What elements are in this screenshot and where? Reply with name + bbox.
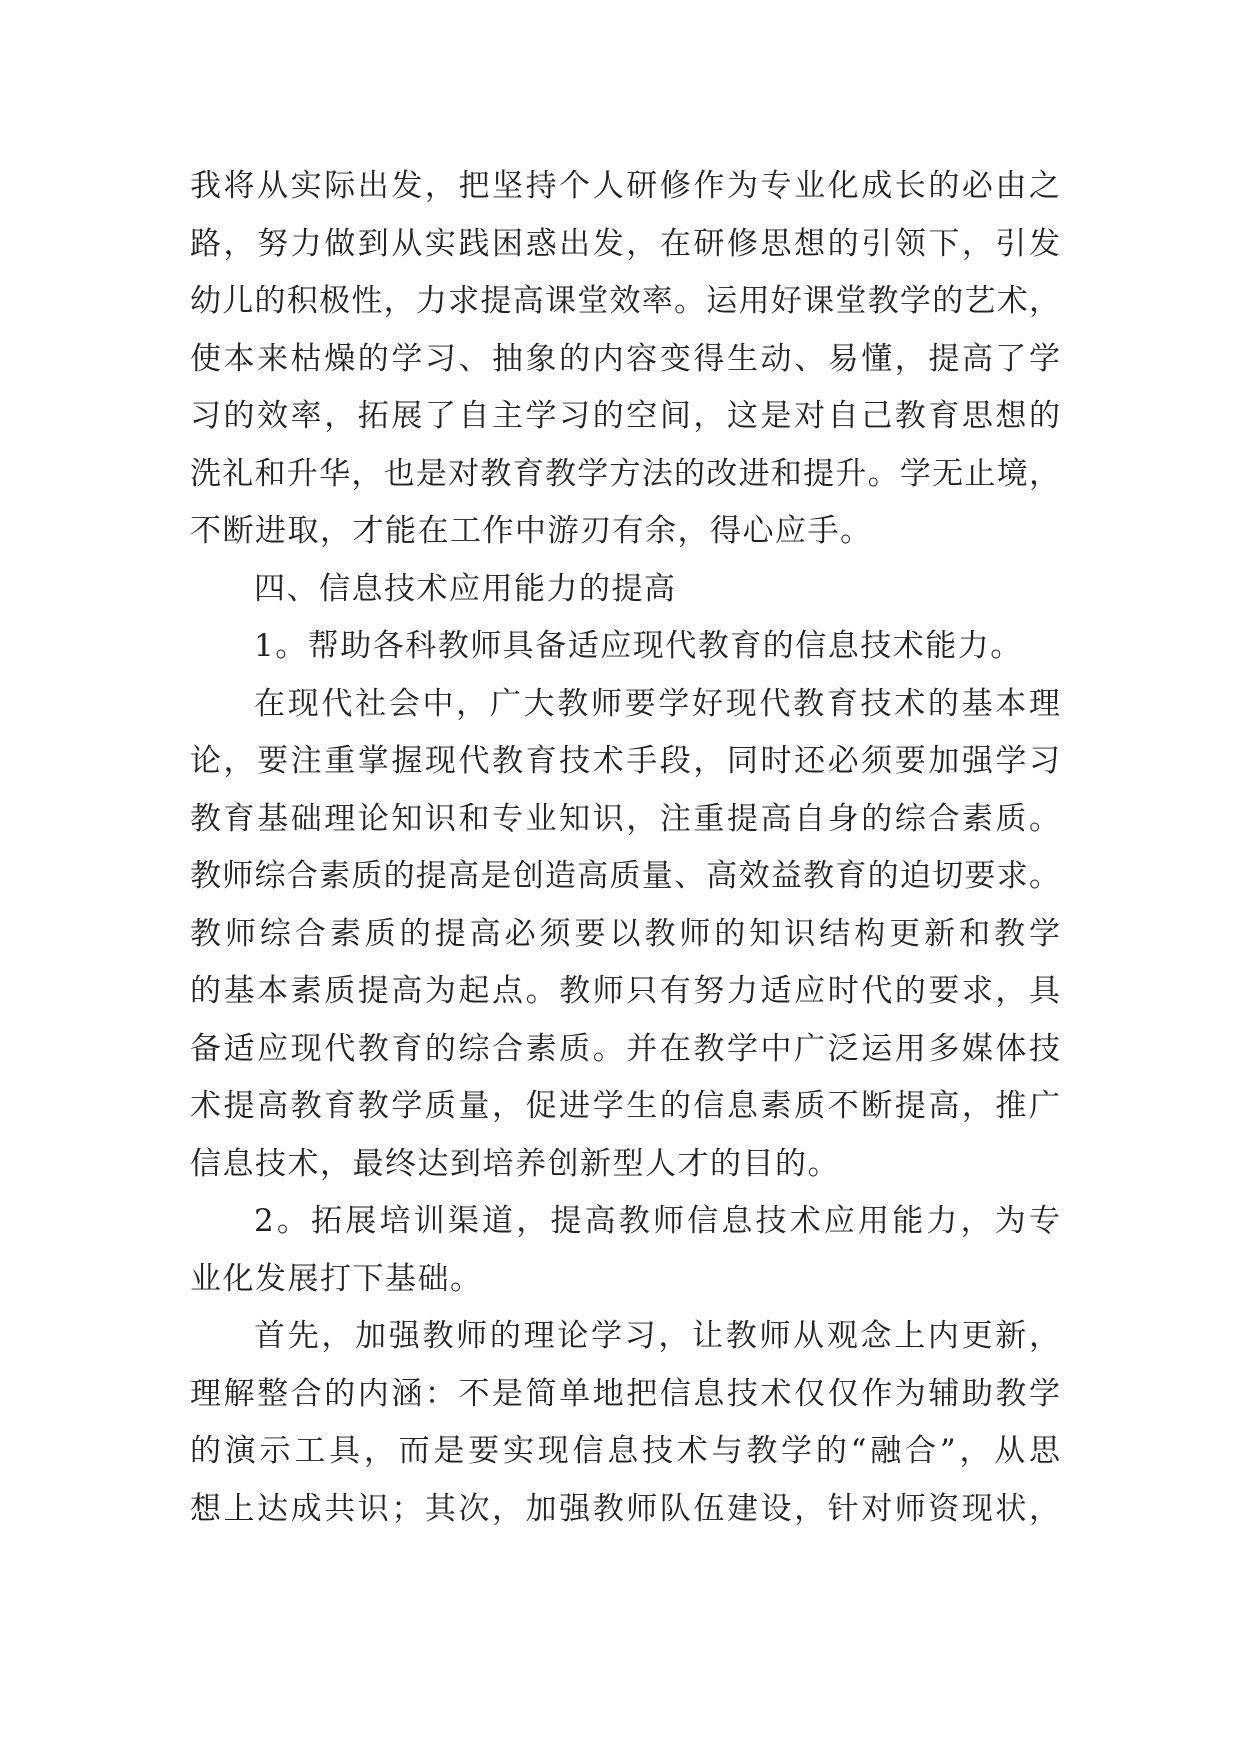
text-line: 业化发展打下基础。 bbox=[190, 1260, 483, 1297]
text-line: 在现代社会中，广大教师要学好现代教育技术的基本理 bbox=[254, 685, 1060, 722]
text-line: 教育基础理论知识和专业知识，注重提高自身的综合素质。 bbox=[190, 800, 1060, 837]
text-line: 的演示工具，而是要实现信息技术与教学的“融合”，从思 bbox=[190, 1433, 1060, 1469]
text-line: 教师综合素质的提高必须要以教师的知识结构更新和教学 bbox=[190, 915, 1060, 952]
text-line: 不断进取，才能在工作中游刃有余，得心应手。 bbox=[190, 513, 873, 549]
text-line: 我将从实际出发，把坚持个人研修作为专业化成长的必由之 bbox=[190, 168, 1060, 204]
text-line: 首先，加强教师的理论学习，让教师从观念上内更新， bbox=[254, 1318, 1060, 1354]
text-line: 路，努力做到从实践困惑出发，在研修思想的引领下，引发 bbox=[190, 225, 1060, 262]
text-line: 备适应现代教育的综合素质。并在教学中广泛运用多媒体技 bbox=[190, 1030, 1060, 1067]
text-line: 理解整合的内涵：不是简单地把信息技术仅仅作为辅助教学 bbox=[190, 1375, 1060, 1412]
text-line: 洗礼和升华，也是对教育教学方法的改进和提升。学无止境， bbox=[190, 455, 1060, 492]
text-line: 习的效率，拓展了自主学习的空间，这是对自己教育思想的 bbox=[190, 398, 1060, 434]
text-line: 论，要注重掌握现代教育技术手段，同时还必须要加强学习 bbox=[190, 743, 1060, 779]
text-line: 使本来枯燥的学习、抽象的内容变得生动、易懂，提高了学 bbox=[190, 340, 1060, 377]
text-line: 1。帮助各科教师具备适应现代教育的信息技术能力。 bbox=[254, 628, 1023, 664]
body-text bbox=[190, 158, 1060, 1538]
text-line: 教师综合素质的提高是创造高质量、高效益教育的迫切要求。 bbox=[190, 858, 1060, 894]
text-line: 幼儿的积极性，力求提高课堂效率。运用好课堂教学的艺术， bbox=[190, 283, 1060, 319]
text-line: 四、信息技术应用能力的提高 bbox=[254, 570, 677, 607]
text-line: 术提高教育教学质量，促进学生的信息素质不断提高，推广 bbox=[190, 1088, 1060, 1124]
text-line: 想上达成共识；其次，加强教师队伍建设，针对师资现状， bbox=[190, 1490, 1060, 1527]
text-line: 2。拓展培训渠道，提高教师信息技术应用能力，为专 bbox=[254, 1203, 1060, 1239]
text-line: 的基本素质提高为起点。教师只有努力适应时代的要求，具 bbox=[190, 973, 1060, 1009]
text-line: 信息技术，最终达到培养创新型人才的目的。 bbox=[190, 1145, 840, 1182]
